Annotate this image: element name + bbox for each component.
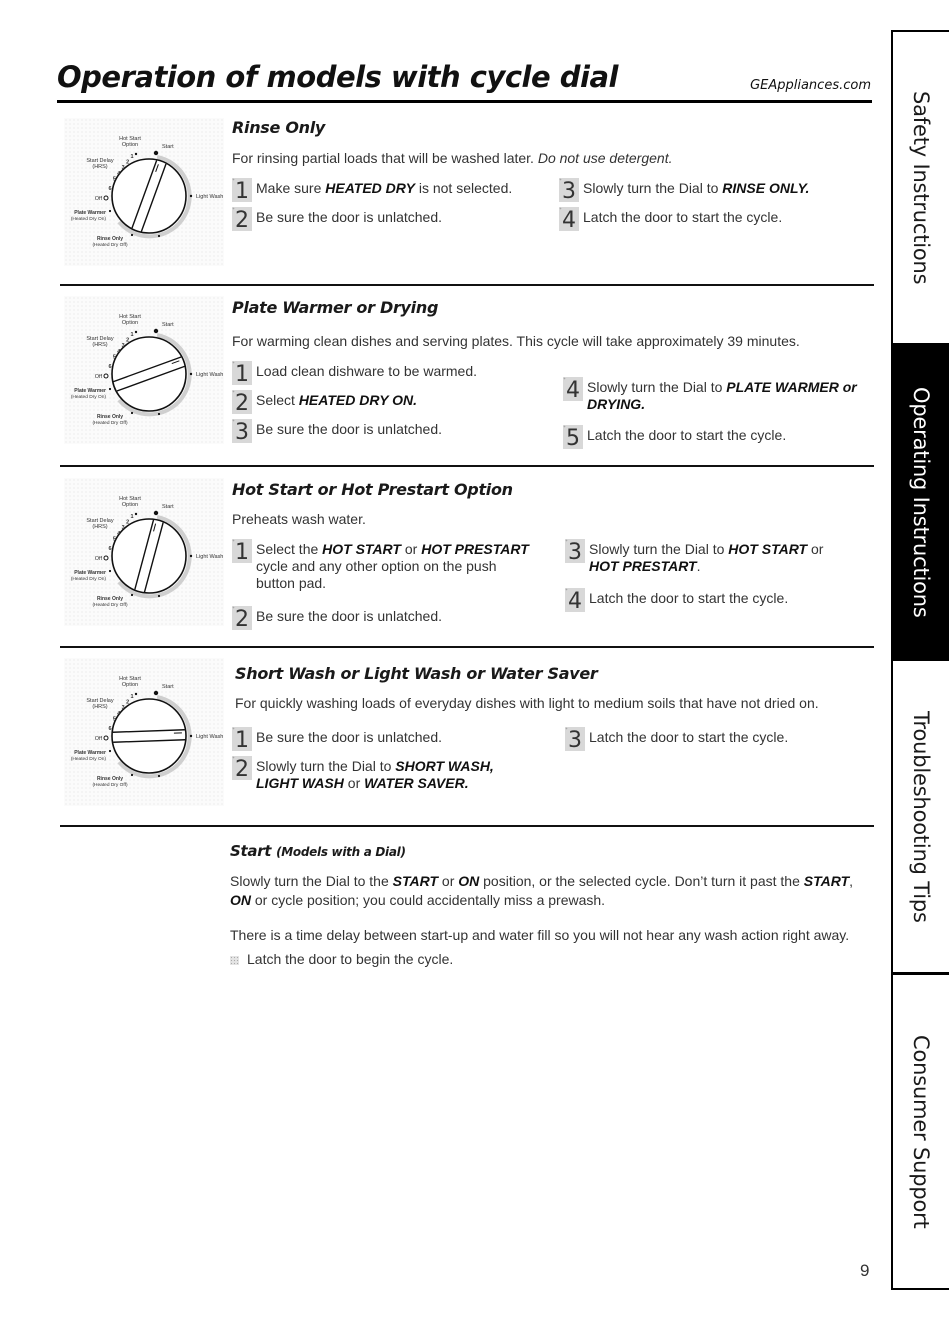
rinse-only-dot	[131, 412, 133, 414]
hot-start-dot	[135, 331, 137, 333]
label-option: Option	[121, 682, 139, 688]
delay-number: 5	[112, 354, 116, 361]
start-paragraph-1: Slowly turn the Dial to the START or ON position, or the selected cycle. Don’t turn it past the START, ON or cycle position; you could accidentally miss a prewash.	[230, 873, 854, 908]
label-start-delay: Start Delay	[86, 336, 114, 342]
label-hot-start: Hot Start	[119, 314, 141, 320]
label-plate-warmer: Plate Warmer	[74, 570, 106, 576]
step-number: 1	[232, 539, 252, 563]
delay-number: 3	[121, 705, 125, 712]
step-text: Be sure the door is unlatched.	[256, 421, 443, 437]
step-number: 3	[565, 727, 585, 751]
step-number: 3	[559, 178, 579, 202]
step-number: 3	[232, 419, 252, 443]
label-start: Start	[162, 504, 174, 510]
page-title: Operation of models with cycle dial	[57, 60, 618, 94]
section-start	[60, 840, 874, 980]
plate-warmer-dot	[109, 750, 111, 752]
label-heated-dry-on: (Heated Dry On)	[70, 395, 106, 400]
label-off: Off	[94, 736, 102, 742]
label-heated-dry-on: (Heated Dry On)	[70, 757, 106, 762]
step	[232, 392, 417, 414]
delay-number: 6	[108, 186, 112, 192]
delay-number: 4	[117, 530, 121, 537]
dial-illustration	[64, 478, 224, 626]
step	[232, 421, 442, 443]
step	[232, 209, 442, 231]
step	[232, 180, 512, 202]
label-off: Off	[94, 556, 102, 562]
page-number: 9	[860, 1261, 870, 1280]
step-number: 3	[565, 539, 585, 563]
step	[565, 541, 823, 575]
title-rule	[57, 100, 872, 103]
hot-start-dot	[135, 693, 137, 695]
delay-number: 5	[112, 176, 116, 183]
label-rinse-only: Rinse Only	[96, 776, 124, 782]
label-light-wash: Light Wash	[196, 372, 224, 378]
delay-number: 6	[108, 364, 112, 370]
delay-number: 2	[126, 519, 130, 526]
label-start-delay: Start Delay	[86, 158, 114, 164]
label-light-wash: Light Wash	[196, 734, 224, 740]
label-start: Start	[162, 684, 174, 690]
section-plate-warmer	[60, 290, 874, 460]
step-text: Latch the door to start the cycle.	[589, 590, 789, 606]
desc-text: For rinsing partial loads that will be washed later.	[232, 150, 534, 166]
step-number: 2	[232, 756, 252, 780]
rinse-only-dot	[131, 234, 133, 236]
label-start-delay: Start Delay	[86, 698, 114, 704]
desc-emphasis: Do not use detergent.	[537, 150, 673, 166]
section-divider	[60, 825, 874, 827]
delay-number: 2	[126, 337, 130, 344]
label-heated-dry-off: (Heated Dry Off)	[92, 783, 128, 788]
delay-number: 4	[117, 348, 121, 355]
step	[232, 729, 442, 751]
step-text: Slowly turn the Dial to PLATE WARMER or DRYING.	[587, 379, 857, 412]
rinse-dot-2	[158, 413, 160, 415]
hot-start-dot	[135, 513, 137, 515]
label-option: Option	[121, 502, 139, 508]
label-option: Option	[121, 320, 139, 326]
label-hot-start: Hot Start	[119, 136, 141, 142]
label-start-delay: Start Delay	[86, 518, 114, 524]
section-description: Preheats wash water.	[232, 511, 366, 527]
rinse-dot-2	[158, 775, 160, 777]
step	[559, 209, 782, 231]
label-light-wash: Light Wash	[196, 554, 224, 560]
dial-graphic	[64, 658, 224, 806]
label-rinse-only: Rinse Only	[96, 414, 124, 420]
side-navigation	[891, 30, 949, 1290]
delay-number: 5	[112, 536, 116, 543]
tab-troubleshooting-tips[interactable]	[893, 661, 949, 972]
step-number: 4	[565, 588, 585, 612]
label-hrs: (HRS)	[92, 704, 108, 710]
label-start: Start	[162, 144, 174, 150]
dial-illustration	[64, 658, 224, 806]
start-paragraph-2: There is a time delay between start-up and water fill so you will not hear any wash action right away.	[230, 927, 850, 943]
step	[232, 758, 494, 792]
step	[232, 608, 442, 630]
start-dot	[154, 511, 158, 515]
section-title: Plate Warmer or Drying	[232, 298, 439, 317]
step-text: Slowly turn the Dial to SHORT WASH, LIGHT WASH or WATER SAVER.	[256, 758, 494, 791]
delay-number: 3	[121, 343, 125, 350]
label-plate-warmer: Plate Warmer	[74, 210, 106, 216]
label-heated-dry-on: (Heated Dry On)	[70, 577, 106, 582]
step-text: Slowly turn the Dial to RINSE ONLY.	[583, 180, 810, 196]
label-off: Off	[94, 374, 102, 380]
step-text: Load clean dishware to be warmed.	[256, 363, 478, 379]
bullet-icon	[230, 956, 239, 965]
step-text: Latch the door to start the cycle.	[589, 729, 789, 745]
delay-number: 1	[130, 332, 134, 338]
label-heated-dry-off: (Heated Dry Off)	[92, 603, 128, 608]
section-short-wash	[60, 652, 874, 822]
label-heated-dry-off: (Heated Dry Off)	[92, 243, 128, 248]
off-dot	[104, 736, 108, 740]
tab-consumer-support[interactable]	[893, 975, 949, 1288]
off-dot	[104, 374, 108, 378]
delay-number: 1	[130, 694, 134, 700]
step-number: 2	[232, 606, 252, 630]
plate-warmer-dot	[109, 388, 111, 390]
light-wash-dot	[190, 735, 192, 737]
hot-start-dot	[135, 153, 137, 155]
delay-number: 6	[108, 726, 112, 732]
tab-label: Troubleshooting Tips	[909, 710, 933, 923]
light-wash-dot	[190, 373, 192, 375]
label-plate-warmer: Plate Warmer	[74, 750, 106, 756]
label-light-wash: Light Wash	[196, 194, 224, 200]
tab-label: Consumer Support	[909, 1034, 933, 1229]
step-text: Select HEATED DRY ON.	[256, 392, 418, 408]
rinse-dot-2	[158, 595, 160, 597]
label-off: Off	[94, 196, 102, 202]
section-hot-start	[60, 472, 874, 642]
plate-warmer-dot	[109, 210, 111, 212]
label-option: Option	[121, 142, 139, 148]
step	[563, 427, 786, 449]
dial-illustration	[64, 296, 224, 444]
step	[232, 363, 477, 385]
step-number: 5	[563, 425, 583, 449]
step-number: 1	[232, 361, 252, 385]
delay-number: 3	[121, 525, 125, 532]
step-number: 2	[232, 207, 252, 231]
dial-graphic	[64, 296, 224, 444]
step-number: 1	[232, 178, 252, 202]
section-title: Hot Start or Hot Prestart Option	[232, 480, 513, 499]
plate-warmer-dot	[109, 570, 111, 572]
label-heated-dry-off: (Heated Dry Off)	[92, 421, 128, 426]
label-hrs: (HRS)	[92, 342, 108, 348]
step-text: Select the HOT START or HOT PRESTART cycle and any other option on the push button pad.	[256, 541, 529, 591]
section-title: Short Wash or Light Wash or Water Saver	[235, 664, 598, 683]
tab-label: Safety Instructions	[909, 90, 933, 285]
start-dot	[154, 151, 158, 155]
label-rinse-only: Rinse Only	[96, 236, 124, 242]
step-text: Be sure the door is unlatched.	[256, 608, 443, 624]
step-text: Make sure HEATED DRY is not selected.	[256, 180, 513, 196]
delay-number: 1	[130, 154, 134, 160]
section-description: For warming clean dishes and serving plates. This cycle will take approximately 39 minutes.	[232, 333, 800, 349]
section-divider	[60, 465, 874, 467]
light-wash-dot	[190, 195, 192, 197]
website-link[interactable]: GEAppliances.com	[750, 78, 871, 93]
step-text: Be sure the door is unlatched.	[256, 209, 443, 225]
step	[565, 729, 788, 751]
delay-number: 3	[121, 165, 125, 172]
start-paragraph-3: Latch the door to begin the cycle.	[230, 951, 453, 967]
step-number: 1	[232, 727, 252, 751]
delay-number: 4	[117, 170, 121, 177]
delay-number: 2	[126, 159, 130, 166]
section-title: Start (Models with a Dial)	[230, 842, 406, 860]
light-wash-dot	[190, 555, 192, 557]
section-divider	[60, 646, 874, 648]
step-text: Latch the door to start the cycle.	[583, 209, 783, 225]
delay-number: 5	[112, 716, 116, 723]
section-description	[232, 150, 672, 166]
step-number: 2	[232, 390, 252, 414]
step	[563, 379, 857, 413]
dial-graphic	[64, 478, 224, 626]
label-hot-start: Hot Start	[119, 496, 141, 502]
label-hrs: (HRS)	[92, 164, 108, 170]
step-text: Latch the door to start the cycle.	[587, 427, 787, 443]
dial-graphic	[64, 118, 224, 266]
label-start: Start	[162, 322, 174, 328]
start-dot	[154, 329, 158, 333]
rinse-only-dot	[131, 594, 133, 596]
tab-operating-instructions[interactable]	[893, 343, 949, 661]
step	[232, 541, 529, 592]
rinse-only-dot	[131, 774, 133, 776]
dial-illustration	[64, 118, 224, 266]
step-text: Be sure the door is unlatched.	[256, 729, 443, 745]
section-description: For quickly washing loads of everyday dishes with light to medium soils that have not dried on.	[235, 695, 819, 711]
tab-safety-instructions[interactable]	[893, 32, 949, 343]
delay-number: 6	[108, 546, 112, 552]
delay-number: 2	[126, 699, 130, 706]
tab-label: Operating Instructions	[909, 386, 933, 618]
section-divider	[60, 284, 874, 286]
label-hrs: (HRS)	[92, 524, 108, 530]
step-number: 4	[563, 377, 583, 401]
step	[559, 180, 809, 202]
delay-number: 1	[130, 514, 134, 520]
section-rinse-only	[60, 112, 874, 272]
delay-number: 4	[117, 710, 121, 717]
label-rinse-only: Rinse Only	[96, 596, 124, 602]
label-plate-warmer: Plate Warmer	[74, 388, 106, 394]
off-dot	[104, 556, 108, 560]
off-dot	[104, 196, 108, 200]
step-number: 4	[559, 207, 579, 231]
step-text: Slowly turn the Dial to HOT START or HOT PRESTART.	[589, 541, 824, 574]
label-heated-dry-on: (Heated Dry On)	[70, 217, 106, 222]
step	[565, 590, 788, 612]
start-dot	[154, 691, 158, 695]
section-title: Rinse Only	[232, 118, 326, 137]
rinse-dot-2	[158, 235, 160, 237]
label-hot-start: Hot Start	[119, 676, 141, 682]
